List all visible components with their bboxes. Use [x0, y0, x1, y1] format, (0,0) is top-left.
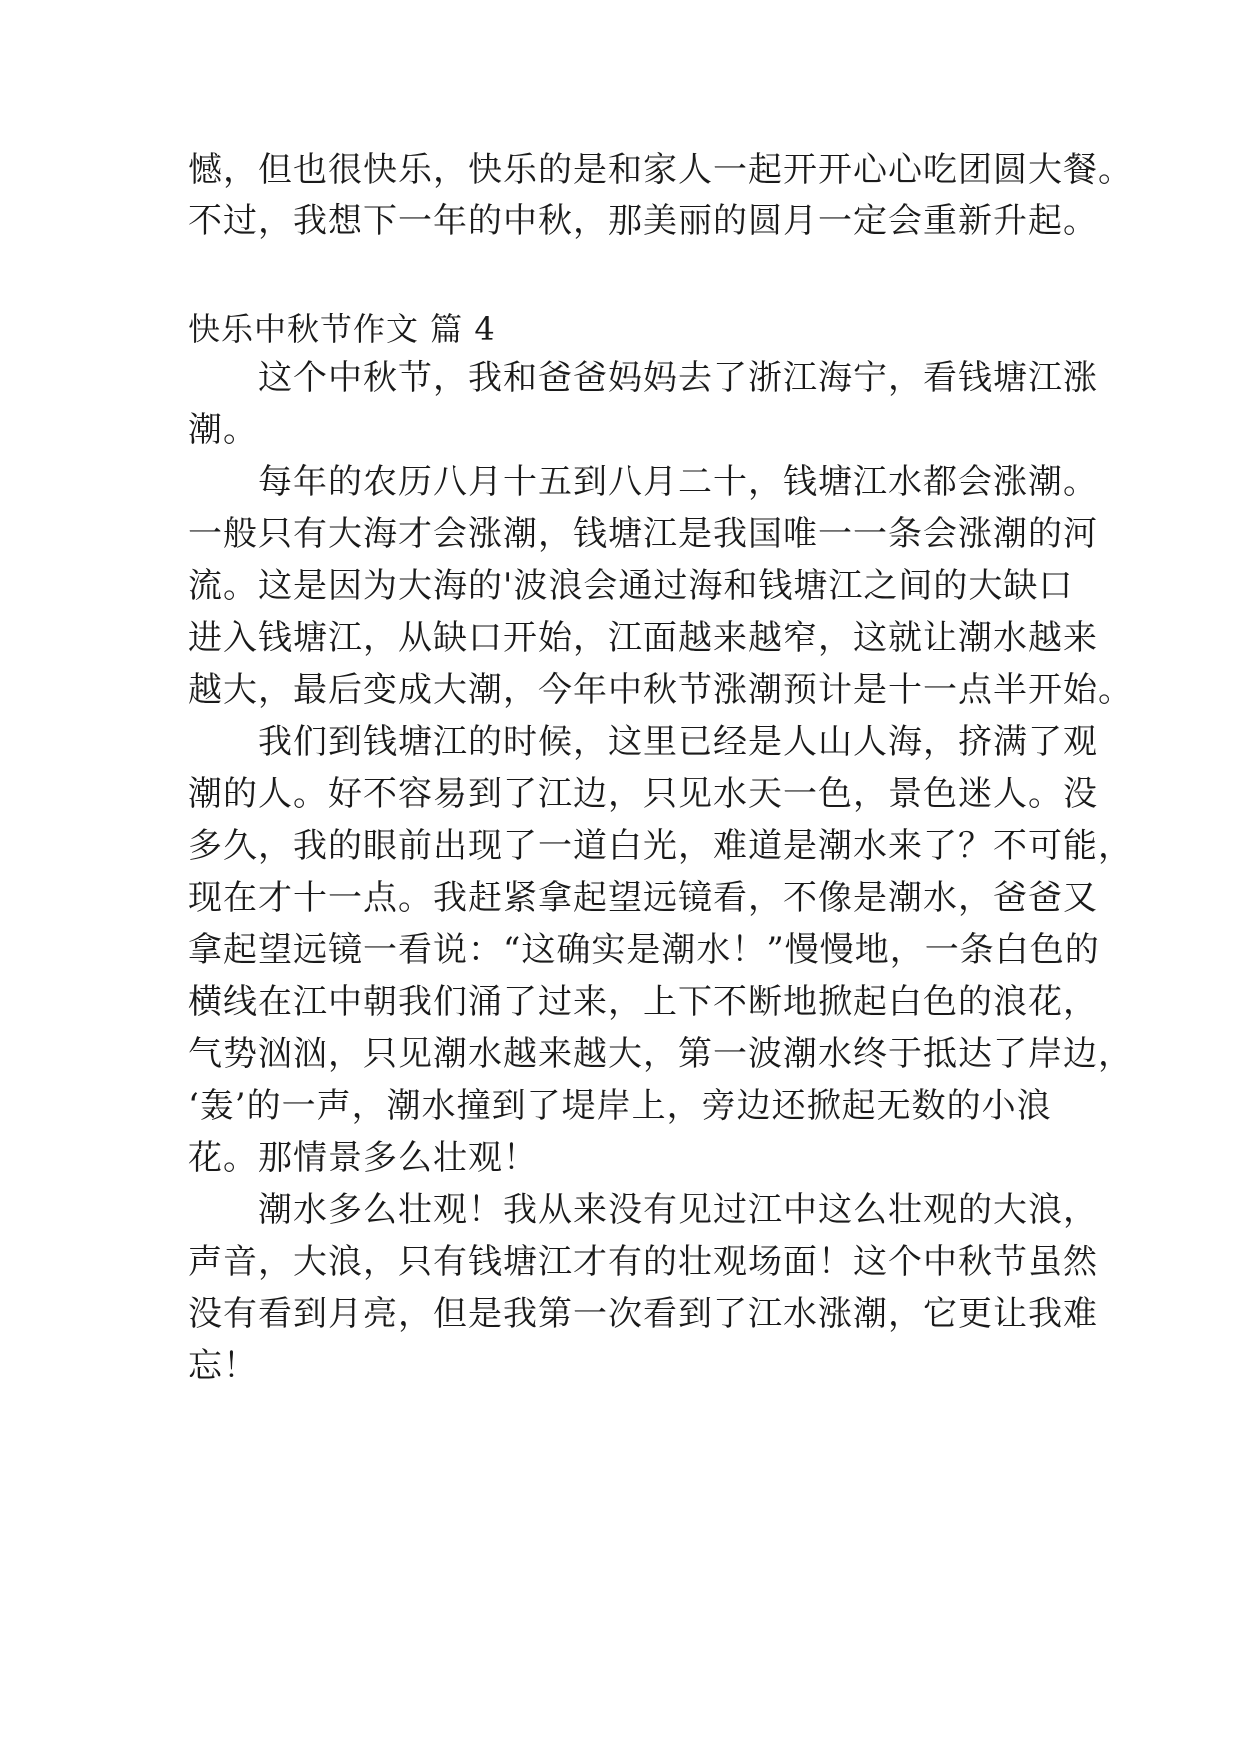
text-line: 潮的人。好不容易到了江边，只见水天一色，景色迷人。没 — [188, 774, 1098, 814]
text-line: 流。这是因为大海的'波浪会通过海和钱塘江之间的大缺口 — [188, 566, 1074, 606]
text-line: 一般只有大海才会涨潮，钱塘江是我国唯一一条会涨潮的河 — [188, 514, 1098, 554]
text-line: 憾，但也很快乐，快乐的是和家人一起开开心心吃团圆大餐。 — [188, 150, 1133, 190]
text-line: 这个中秋节，我和爸爸妈妈去了浙江海宁，看钱塘江涨 — [188, 358, 1098, 398]
text-line: 越大，最后变成大潮，今年中秋节涨潮预计是十一点半开始。 — [188, 670, 1133, 710]
text-line: 没有看到月亮，但是我第一次看到了江水涨潮，它更让我难 — [188, 1294, 1098, 1334]
text-line: 每年的农历八月十五到八月二十，钱塘江水都会涨潮。 — [188, 462, 1098, 502]
text-line: ‘轰’的一声，潮水撞到了堤岸上，旁边还掀起无数的小浪 — [188, 1086, 1052, 1126]
text-line: 花。那情景多么壮观！ — [188, 1138, 538, 1178]
text-line: 拿起望远镜一看说：“这确实是潮水！”慢慢地，一条白色的 — [188, 930, 1100, 970]
text-line: 横线在江中朝我们涌了过来，上下不断地掀起白色的浪花， — [188, 982, 1098, 1022]
text-line: 潮。 — [188, 410, 258, 450]
text-line: 进入钱塘江，从缺口开始，江面越来越窄，这就让潮水越来 — [188, 618, 1098, 658]
text-line: 气势汹汹，只见潮水越来越大，第一波潮水终于抵达了岸边， — [188, 1034, 1133, 1074]
text-line: 声音，大浪，只有钱塘江才有的壮观场面！这个中秋节虽然 — [188, 1242, 1098, 1282]
text-line: 现在才十一点。我赶紧拿起望远镜看，不像是潮水，爸爸又 — [188, 878, 1098, 918]
text-line: 潮水多么壮观！我从来没有见过江中这么壮观的大浪， — [188, 1190, 1098, 1230]
section-title: 快乐中秋节作文 篇 4 — [188, 310, 496, 348]
text-line: 不过，我想下一年的中秋，那美丽的圆月一定会重新升起。 — [188, 201, 1098, 241]
text-line: 忘！ — [188, 1346, 258, 1386]
text-line: 多久，我的眼前出现了一道白光，难道是潮水来了？不可能， — [188, 826, 1133, 866]
text-line: 我们到钱塘江的时候，这里已经是人山人海，挤满了观 — [188, 722, 1098, 762]
